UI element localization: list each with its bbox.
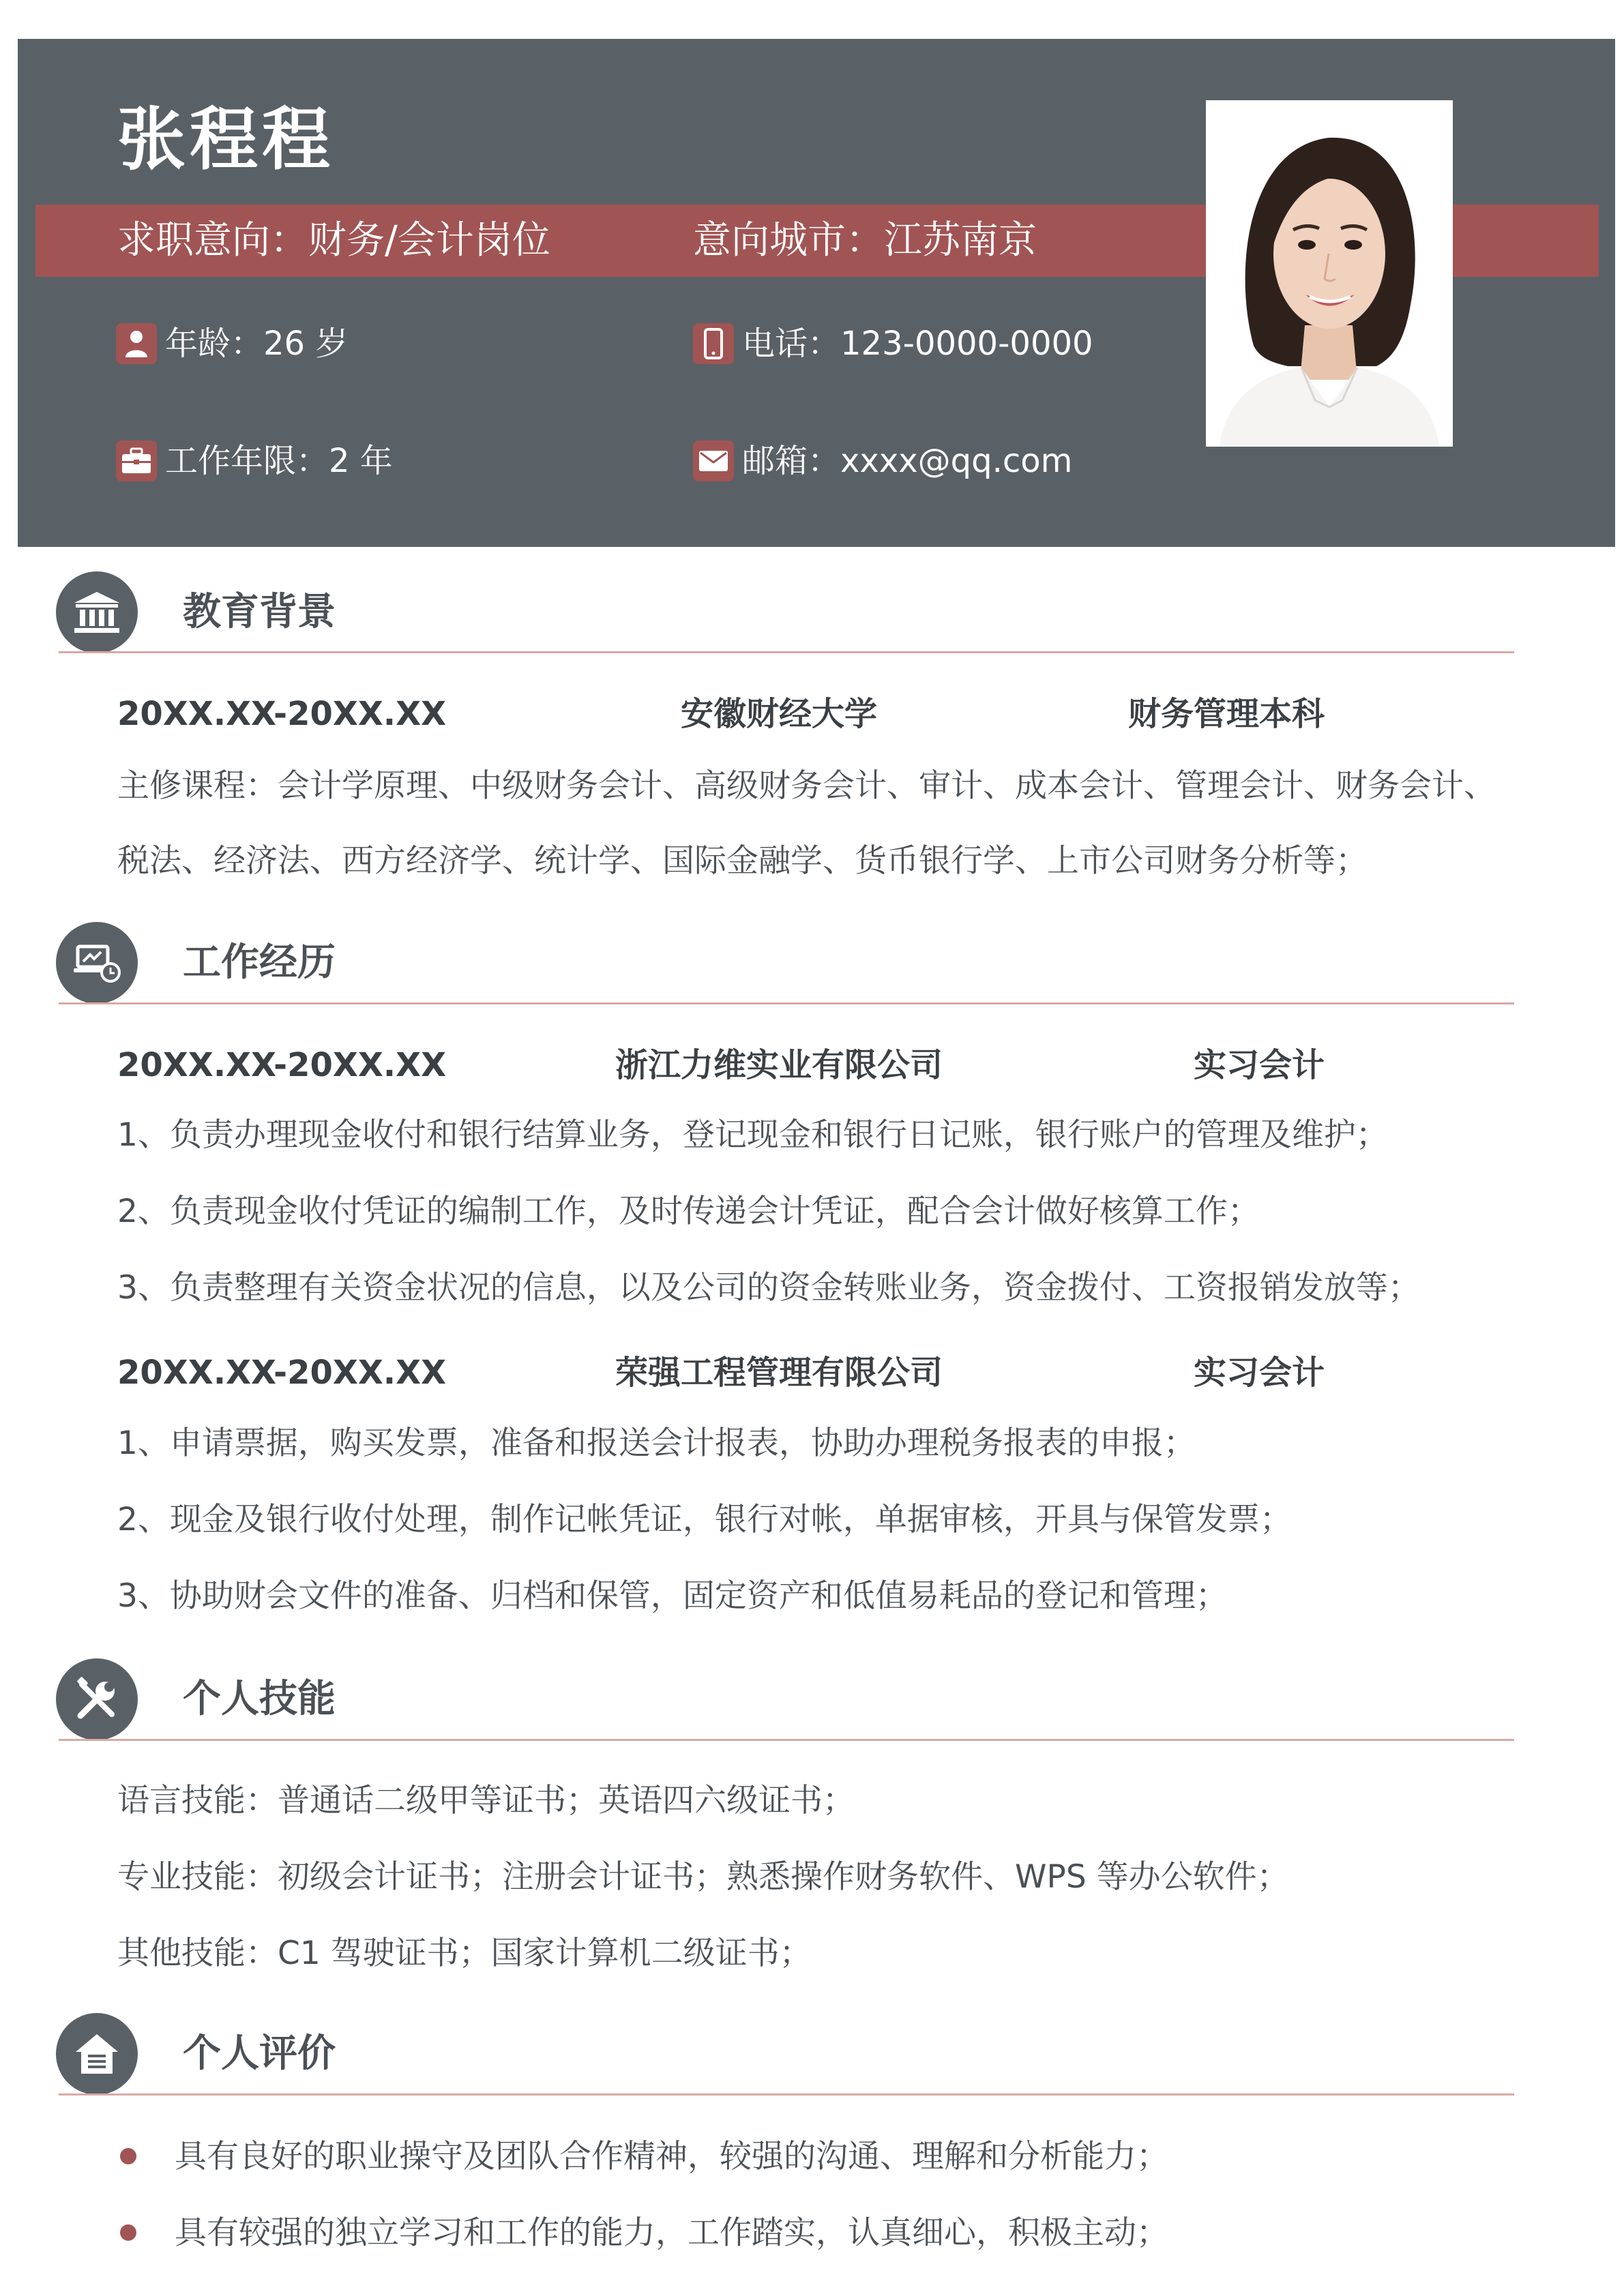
education-divider xyxy=(59,651,1514,653)
skills-title: 个人技能 xyxy=(183,1677,336,1721)
job-1-company: 浙江力维实业有限公司 xyxy=(615,1046,943,1084)
job-2-date: 20XX.XX-20XX.XX xyxy=(117,1354,447,1392)
bullet-dot xyxy=(120,2148,136,2164)
envelope-icon xyxy=(693,441,734,481)
home-list-icon xyxy=(56,2013,138,2095)
profile-photo xyxy=(1206,100,1453,447)
candidate-name: 张程程 xyxy=(117,100,334,179)
job-2-duty-1: 1、申请票据，购买发票，准备和报送会计报表，协助办理税务报表的申报； xyxy=(117,1425,1196,1462)
bullet-dot xyxy=(120,2224,136,2241)
job-1-role: 实习会计 xyxy=(1194,1046,1325,1084)
job-2-company: 荣强工程管理有限公司 xyxy=(615,1354,943,1392)
age-row xyxy=(116,319,348,368)
briefcase-icon xyxy=(116,441,157,481)
courses-line-1: 主修课程：会计学原理、中级财务会计、高级财务会计、审计、成本会计、管理会计、财务会计、 xyxy=(117,767,1496,805)
evaluation-title: 个人评价 xyxy=(183,2031,336,2076)
phone-text: 电话：123-0000-0000 xyxy=(742,325,1093,363)
skill-language: 语言技能：普通话二级甲等证书；英语四六级证书； xyxy=(117,1782,855,1819)
years-row xyxy=(116,436,393,486)
tools-icon xyxy=(56,1658,138,1740)
skills-divider xyxy=(59,1739,1514,1741)
education-date: 20XX.XX-20XX.XX xyxy=(117,695,447,733)
target-city: 意向城市：江苏南京 xyxy=(693,218,1037,263)
phone-row xyxy=(693,319,1093,368)
evaluation-item-1: 具有良好的职业操守及团队合作精神，较强的沟通、理解和分析能力； xyxy=(175,2138,1168,2175)
age-text: 年龄：26 岁 xyxy=(165,325,349,363)
email-row xyxy=(693,436,1072,486)
education-title: 教育背景 xyxy=(183,590,336,634)
bank-building-icon xyxy=(56,571,138,653)
work-title: 工作经历 xyxy=(183,940,336,985)
education-school: 安徽财经大学 xyxy=(681,695,878,733)
email-text: 邮箱：xxxx@qq.com xyxy=(742,442,1073,480)
person-icon xyxy=(116,323,157,364)
job-intent: 求职意向：财务/会计岗位 xyxy=(117,218,550,263)
job-2-duty-3: 3、协助财会文件的准备、归档和保管，固定资产和低值易耗品的登记和管理； xyxy=(117,1577,1228,1615)
skill-other: 其他技能：C1 驾驶证书；国家计算机二级证书； xyxy=(117,1935,812,1972)
evaluation-divider xyxy=(59,2093,1514,2096)
job-2-role: 实习会计 xyxy=(1194,1354,1325,1392)
years-text: 工作年限：2 年 xyxy=(165,442,393,480)
job-1-duty-3: 3、负责整理有关资金状况的信息，以及公司的资金转账业务，资金拨付、工资报销发放等； xyxy=(117,1269,1420,1307)
job-1-duty-1: 1、负责办理现金收付和银行结算业务，登记现金和银行日记账，银行账户的管理及维护； xyxy=(117,1116,1388,1154)
evaluation-item-2: 具有较强的独立学习和工作的能力，工作踏实，认真细心，积极主动； xyxy=(175,2214,1168,2252)
education-degree: 财务管理本科 xyxy=(1128,695,1325,733)
courses-line-2: 税法、经济法、西方经济学、统计学、国际金融学、货币银行学、上市公司财务分析等； xyxy=(117,842,1368,880)
skill-professional: 专业技能：初级会计证书；注册会计证书；熟悉操作财务软件、WPS 等办公软件； xyxy=(117,1858,1289,1896)
laptop-clock-icon xyxy=(56,922,138,1004)
work-divider xyxy=(59,1002,1514,1004)
phone-icon xyxy=(693,323,734,364)
job-1-date: 20XX.XX-20XX.XX xyxy=(117,1046,447,1084)
job-2-duty-2: 2、现金及银行收付处理，制作记帐凭证，银行对帐，单据审核，开具与保管发票； xyxy=(117,1501,1292,1538)
job-1-duty-2: 2、负责现金收付凭证的编制工作，及时传递会计凭证，配合会计做好核算工作； xyxy=(117,1193,1260,1230)
